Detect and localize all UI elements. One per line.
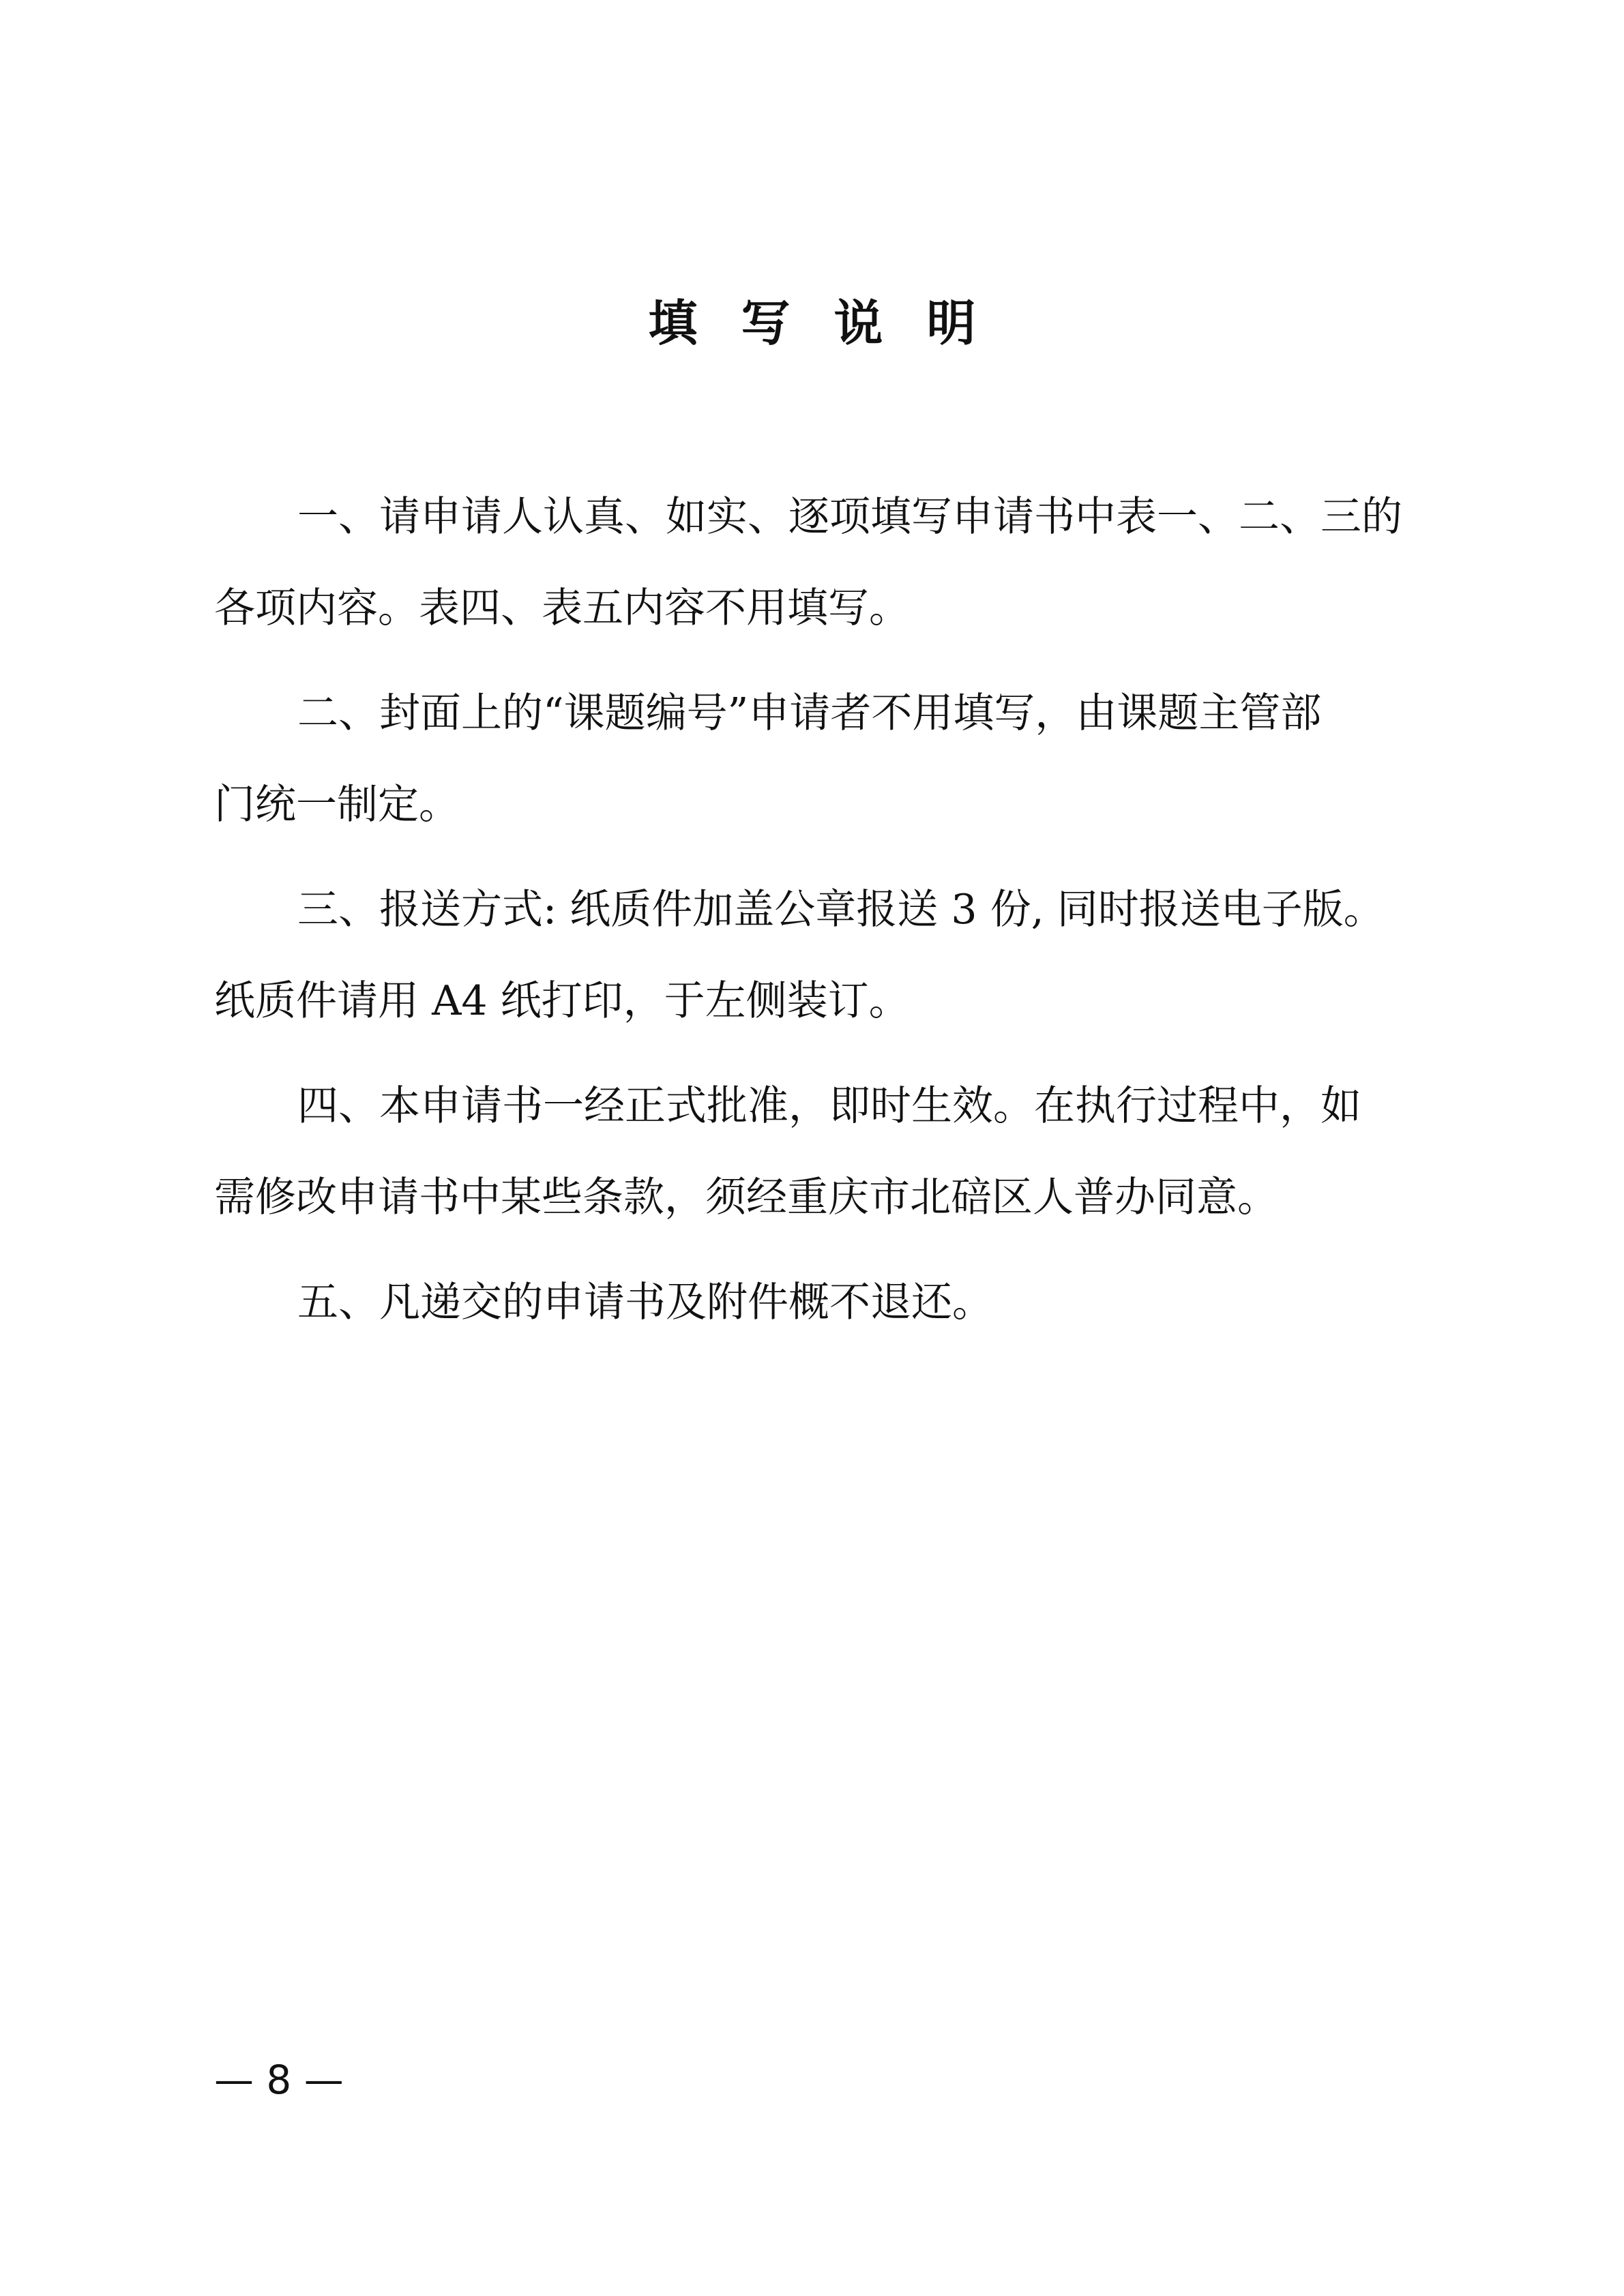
instruction-1-line-2: 各项内容。表四、表五内容不用填写。	[214, 584, 910, 632]
instruction-4-line-2: 需修改申请书中某些条款，须经重庆市北碚区人普办同意。	[214, 1174, 1278, 1221]
instruction-5-line-1: 五、凡递交的申请书及附件概不退还。	[297, 1279, 993, 1326]
instruction-1-line-1: 一、请申请人认真、如实、逐项填写申请书中表一、二、三的	[297, 493, 1402, 541]
instruction-4-line-1: 四、本申请书一经正式批准，即时生效。在执行过程中，如	[297, 1082, 1361, 1130]
instruction-2-line-2: 门统一制定。	[214, 781, 460, 829]
instruction-3-line-1: 三、报送方式: 纸质件加盖公章报送 3 份, 同时报送电子版。	[297, 886, 1385, 934]
instruction-2-line-1: 二、封面上的“课题编号”申请者不用填写，由课题主管部	[297, 689, 1322, 737]
page-title: 填写说明	[648, 294, 1020, 352]
instruction-3-line-2: 纸质件请用 A4 纸打印，于左侧装订。	[214, 977, 910, 1025]
page-number: — 8 —	[214, 2057, 344, 2103]
